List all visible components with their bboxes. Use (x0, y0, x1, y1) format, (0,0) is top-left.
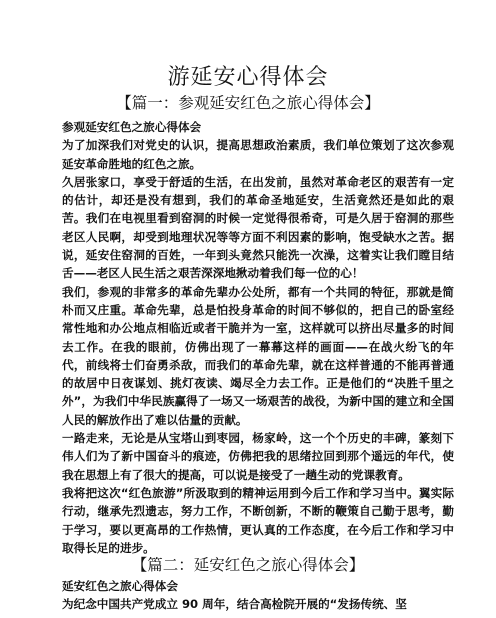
article-subtitle: 延安红色之旅心得体会 (62, 579, 178, 593)
paragraph: 一路走来，无论是从宝塔山到枣园，杨家岭，这一个个历史的丰碑，篆刻下伟人们为了新中国奋斗的痕迹，仿佛把我的思绪拉回到那个遥远的年代，使我在思想上有了很大的提高，可以说是接受了一趟生动的党课教育。 (62, 431, 454, 482)
section-heading-1: 【篇一：参观延安红色之旅心得体会】 (116, 94, 380, 112)
paragraph: 为纪念中国共产党成立 90 周年，结合高检院开展的“发扬传统、坚 (62, 597, 407, 612)
article-subtitle: 参观延安红色之旅心得体会 (62, 120, 202, 134)
article-section-1 (62, 118, 454, 557)
paragraph: 我将把这次“红色旅游”所汲取到的精神运用到今后工作和学习当中。翼实际行动，继承先烈遗志，努力工作，不断创新，不断的鞭策自己勤于思考，勤于学习，要以更高昂的工作热情，更认真的工作态度，在今后工作和学习中取得长足的进步。 (62, 485, 454, 555)
document-title: 游延安心得体会 (167, 65, 329, 90)
paragraph: 我们，参观的非常多的革命先辈办公处所，都有一个共同的特征，那就是简朴而又庄重。革命先辈，总是怕投身革命的时间不够似的，把自己的卧室经常性地和办公地点相临近或者干脆并为一室，这样就可以挤出尽量多的时间去工作。在我的眼前，仿佛出现了一幕幕这样的画面——在战火纷飞的年代，前线将士们奋勇杀敌，而我们的革命先辈，就在这样普通的不能再普通的故居中日夜谋划、挑灯夜读、竭尽全力去工作。正是他们的“决胜千里之外”，为我们中华民族赢得了一场又一场艰苦的战役，为新中国的建立和全国人民的解放作出了难以估量的贡献。 (62, 284, 454, 427)
paragraph: 为了加深我们对党史的认识，提高思想政治素质，我们单位策划了这次参观延安革命胜地的红色之旅。 (62, 138, 454, 171)
paragraph: 久居张家口，享受于舒适的生活，在出发前，虽然对革命老区的艰苦有一定的估计，却还是没有想到，我们的革命圣地延安，生活竟然还是如此的艰苦。我们在电视里看到窑洞的时候一定觉得很希奇，可是久居于窑洞的那些老区人民啊，却受到地理状况等等方面不利因素的影响，饱受缺水之苦。据说，延安住窑洞的百姓，一年到头竟然只能洗一次澡，这着实让我们瞠目结舌——老区人民生活之艰苦深深地揪动着我们每一位的心！ (62, 174, 454, 281)
section-heading-2: 【篇二：延安红色之旅心得体会】 (131, 556, 365, 574)
article-section-2 (62, 577, 454, 614)
